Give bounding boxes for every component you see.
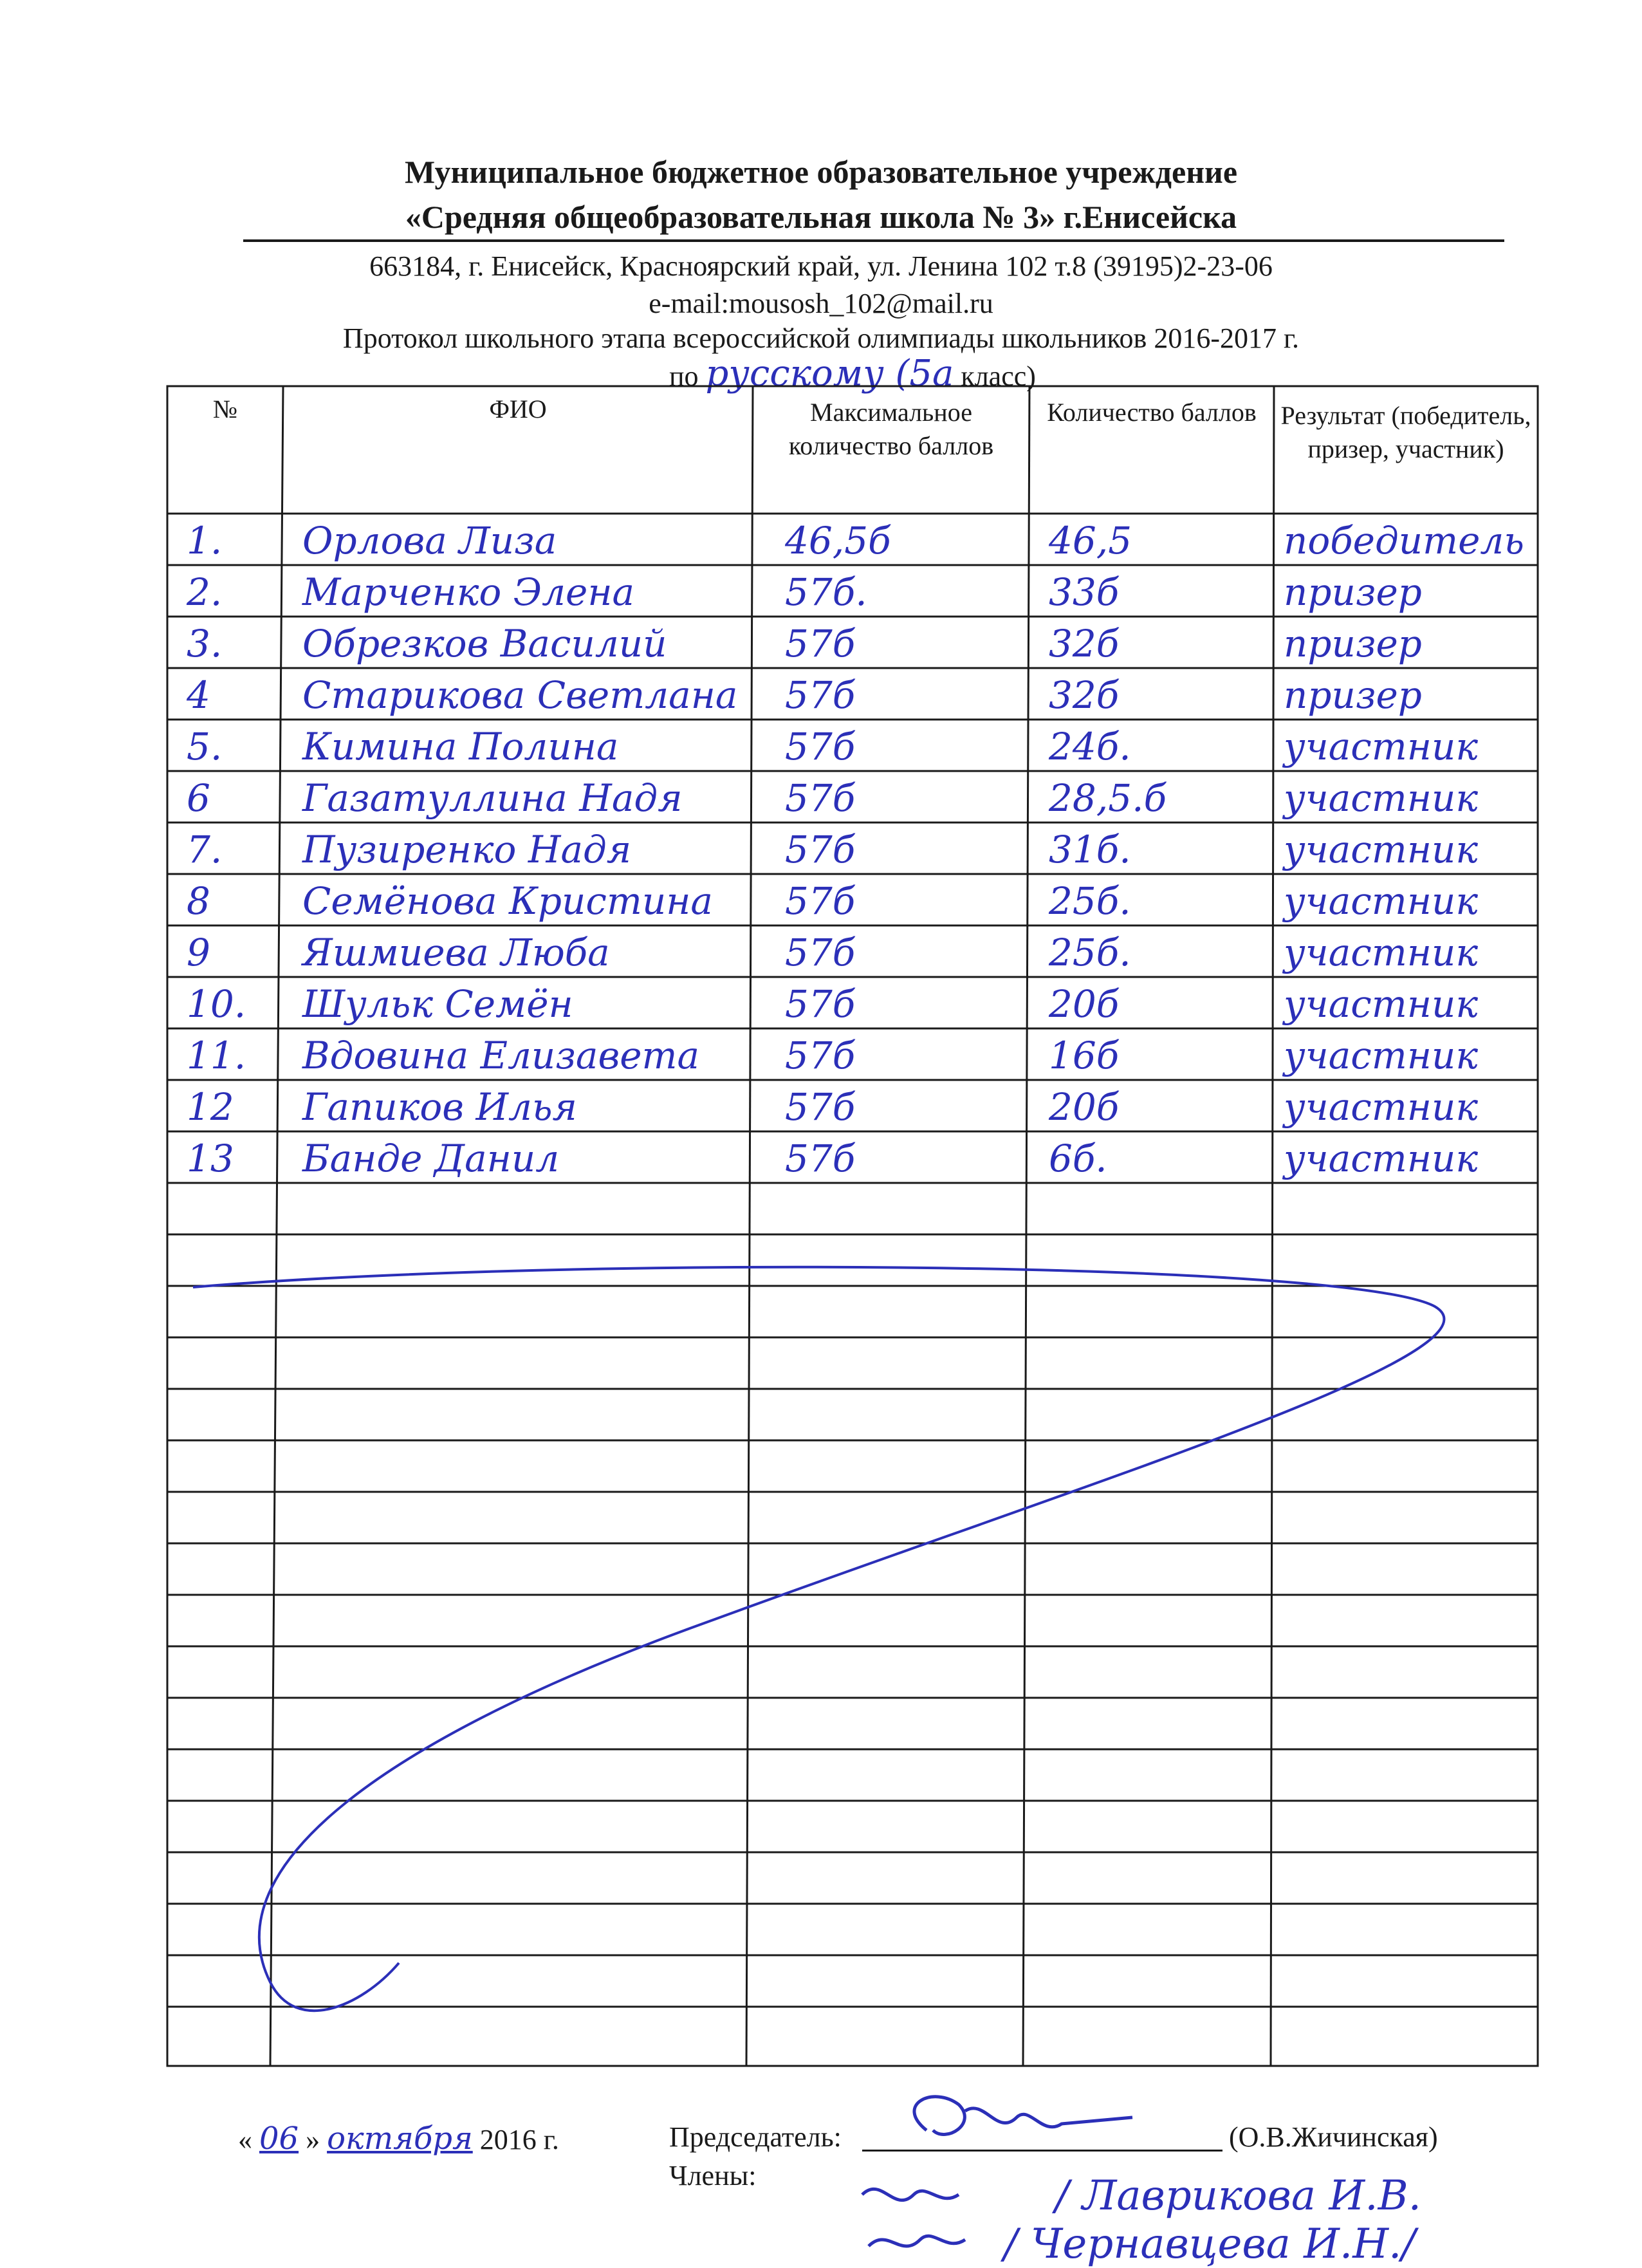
row-max-score: 57б	[785, 931, 856, 974]
row-max-score: 57б	[785, 982, 856, 1026]
row-number: 7.	[187, 828, 223, 871]
row-number: 3.	[187, 622, 223, 665]
row-number: 1.	[187, 519, 223, 562]
row-result: участник	[1284, 1137, 1478, 1180]
row-name: Старикова Светлана	[302, 673, 738, 717]
row-score: 20б	[1049, 982, 1120, 1026]
subject-handwritten: русскому (5а	[705, 353, 954, 395]
subject-suffix: класс)	[961, 360, 1036, 392]
row-score: 32б	[1049, 673, 1120, 717]
row-name: Орлова Лиза	[302, 519, 557, 562]
row-max-score: 57б	[785, 776, 856, 820]
col-header-max: Максимальное количество баллов	[788, 398, 994, 460]
row-result: участник	[1284, 776, 1478, 820]
member1-name: / Лаврикова И.В.	[1055, 2172, 1421, 2220]
row-name: Кимина Полина	[302, 725, 619, 768]
row-max-score: 57б	[785, 1034, 856, 1077]
date-open: «	[238, 2124, 252, 2155]
row-name: Газатуллина Надя	[302, 776, 683, 820]
date-month: октября	[327, 2121, 473, 2157]
col-header-score: Количество баллов	[1047, 398, 1257, 427]
row-result: победитель	[1284, 519, 1524, 562]
row-name: Гапиков Илья	[302, 1085, 577, 1129]
address-line: 663184, г. Енисейск, Красноярский край, ул. Ленина 102 т.8 (39195)2-23-06	[369, 250, 1273, 282]
row-number: 12	[187, 1085, 234, 1129]
subject-prefix: по	[669, 360, 699, 392]
chair-name: (О.В.Жичинская)	[1229, 2121, 1438, 2153]
org-line: Муниципальное бюджетное образовательное учреждение	[404, 154, 1238, 190]
row-name: Шульк Семён	[302, 982, 573, 1026]
row-score: 24б.	[1049, 725, 1131, 768]
row-result: участник	[1284, 982, 1478, 1026]
row-score: 46,5	[1049, 519, 1132, 562]
member2-name: / Чернавцева И.Н./	[1004, 2220, 1416, 2268]
row-number: 4	[187, 673, 210, 717]
members-label: Члены:	[669, 2160, 757, 2191]
row-name: Семёнова Кристина	[302, 879, 713, 923]
row-score: 28,5.б	[1049, 776, 1167, 820]
row-max-score: 57б.	[785, 570, 867, 614]
col-header-result: Результат (победитель, призер, участник)	[1280, 401, 1531, 463]
row-result: призер	[1284, 570, 1422, 614]
row-number: 11.	[187, 1034, 246, 1077]
row-score: 16б	[1049, 1034, 1120, 1077]
row-result: призер	[1284, 673, 1422, 717]
row-name: Банде Данил	[302, 1137, 560, 1180]
protocol-line: Протокол школьного этапа всероссийской олимпиады школьников 2016-2017 г.	[342, 322, 1300, 354]
row-result: участник	[1284, 931, 1478, 974]
row-number: 13	[187, 1137, 234, 1180]
row-max-score: 46,5б	[785, 519, 891, 562]
col-header-name: ФИО	[489, 395, 547, 423]
row-max-score: 57б	[785, 879, 856, 923]
member-signatures	[856, 2169, 1023, 2265]
row-number: 10.	[187, 982, 246, 1026]
row-max-score: 57б	[785, 1085, 856, 1129]
row-score: 32б	[1049, 622, 1120, 665]
email-line: e-mail:mousosh_102@mail.ru	[649, 288, 993, 319]
row-result: призер	[1284, 622, 1422, 665]
row-number: 2.	[187, 570, 223, 614]
col-header-num: №	[212, 395, 238, 423]
row-number: 6	[187, 776, 210, 820]
row-result: участник	[1284, 828, 1478, 871]
date-year: 2016 г.	[479, 2124, 559, 2155]
date-mid: »	[306, 2124, 320, 2155]
row-score: 20б	[1049, 1085, 1120, 1129]
row-max-score: 57б	[785, 1137, 856, 1180]
row-result: участник	[1284, 1034, 1478, 1077]
row-number: 8	[187, 879, 210, 923]
row-name: Марченко Элена	[302, 570, 635, 614]
row-name: Обрезков Василий	[302, 622, 667, 665]
row-name: Вдовина Елизавета	[302, 1034, 700, 1077]
row-number: 5.	[187, 725, 223, 768]
row-number: 9	[187, 931, 210, 974]
row-score: 33б	[1049, 570, 1120, 614]
row-max-score: 57б	[785, 673, 856, 717]
row-name: Пузиренко Надя	[302, 828, 632, 871]
row-score: 25б.	[1049, 879, 1131, 923]
row-result: участник	[1284, 1085, 1478, 1129]
date-line	[238, 2121, 559, 2157]
row-score: 31б.	[1049, 828, 1131, 871]
row-max-score: 57б	[785, 828, 856, 871]
row-score: 6б.	[1049, 1137, 1107, 1180]
row-result: участник	[1284, 725, 1478, 768]
row-max-score: 57б	[785, 622, 856, 665]
row-max-score: 57б	[785, 725, 856, 768]
chair-label: Председатель:	[669, 2121, 842, 2153]
school-line: «Средняя общеобразовательная школа № 3» г.Енисейска	[405, 199, 1237, 235]
chair-signature	[888, 2079, 1145, 2162]
row-result: участник	[1284, 879, 1478, 923]
row-name: Яшмиева Люба	[302, 931, 610, 974]
row-score: 25б.	[1049, 931, 1131, 974]
date-day: 06	[259, 2121, 299, 2157]
